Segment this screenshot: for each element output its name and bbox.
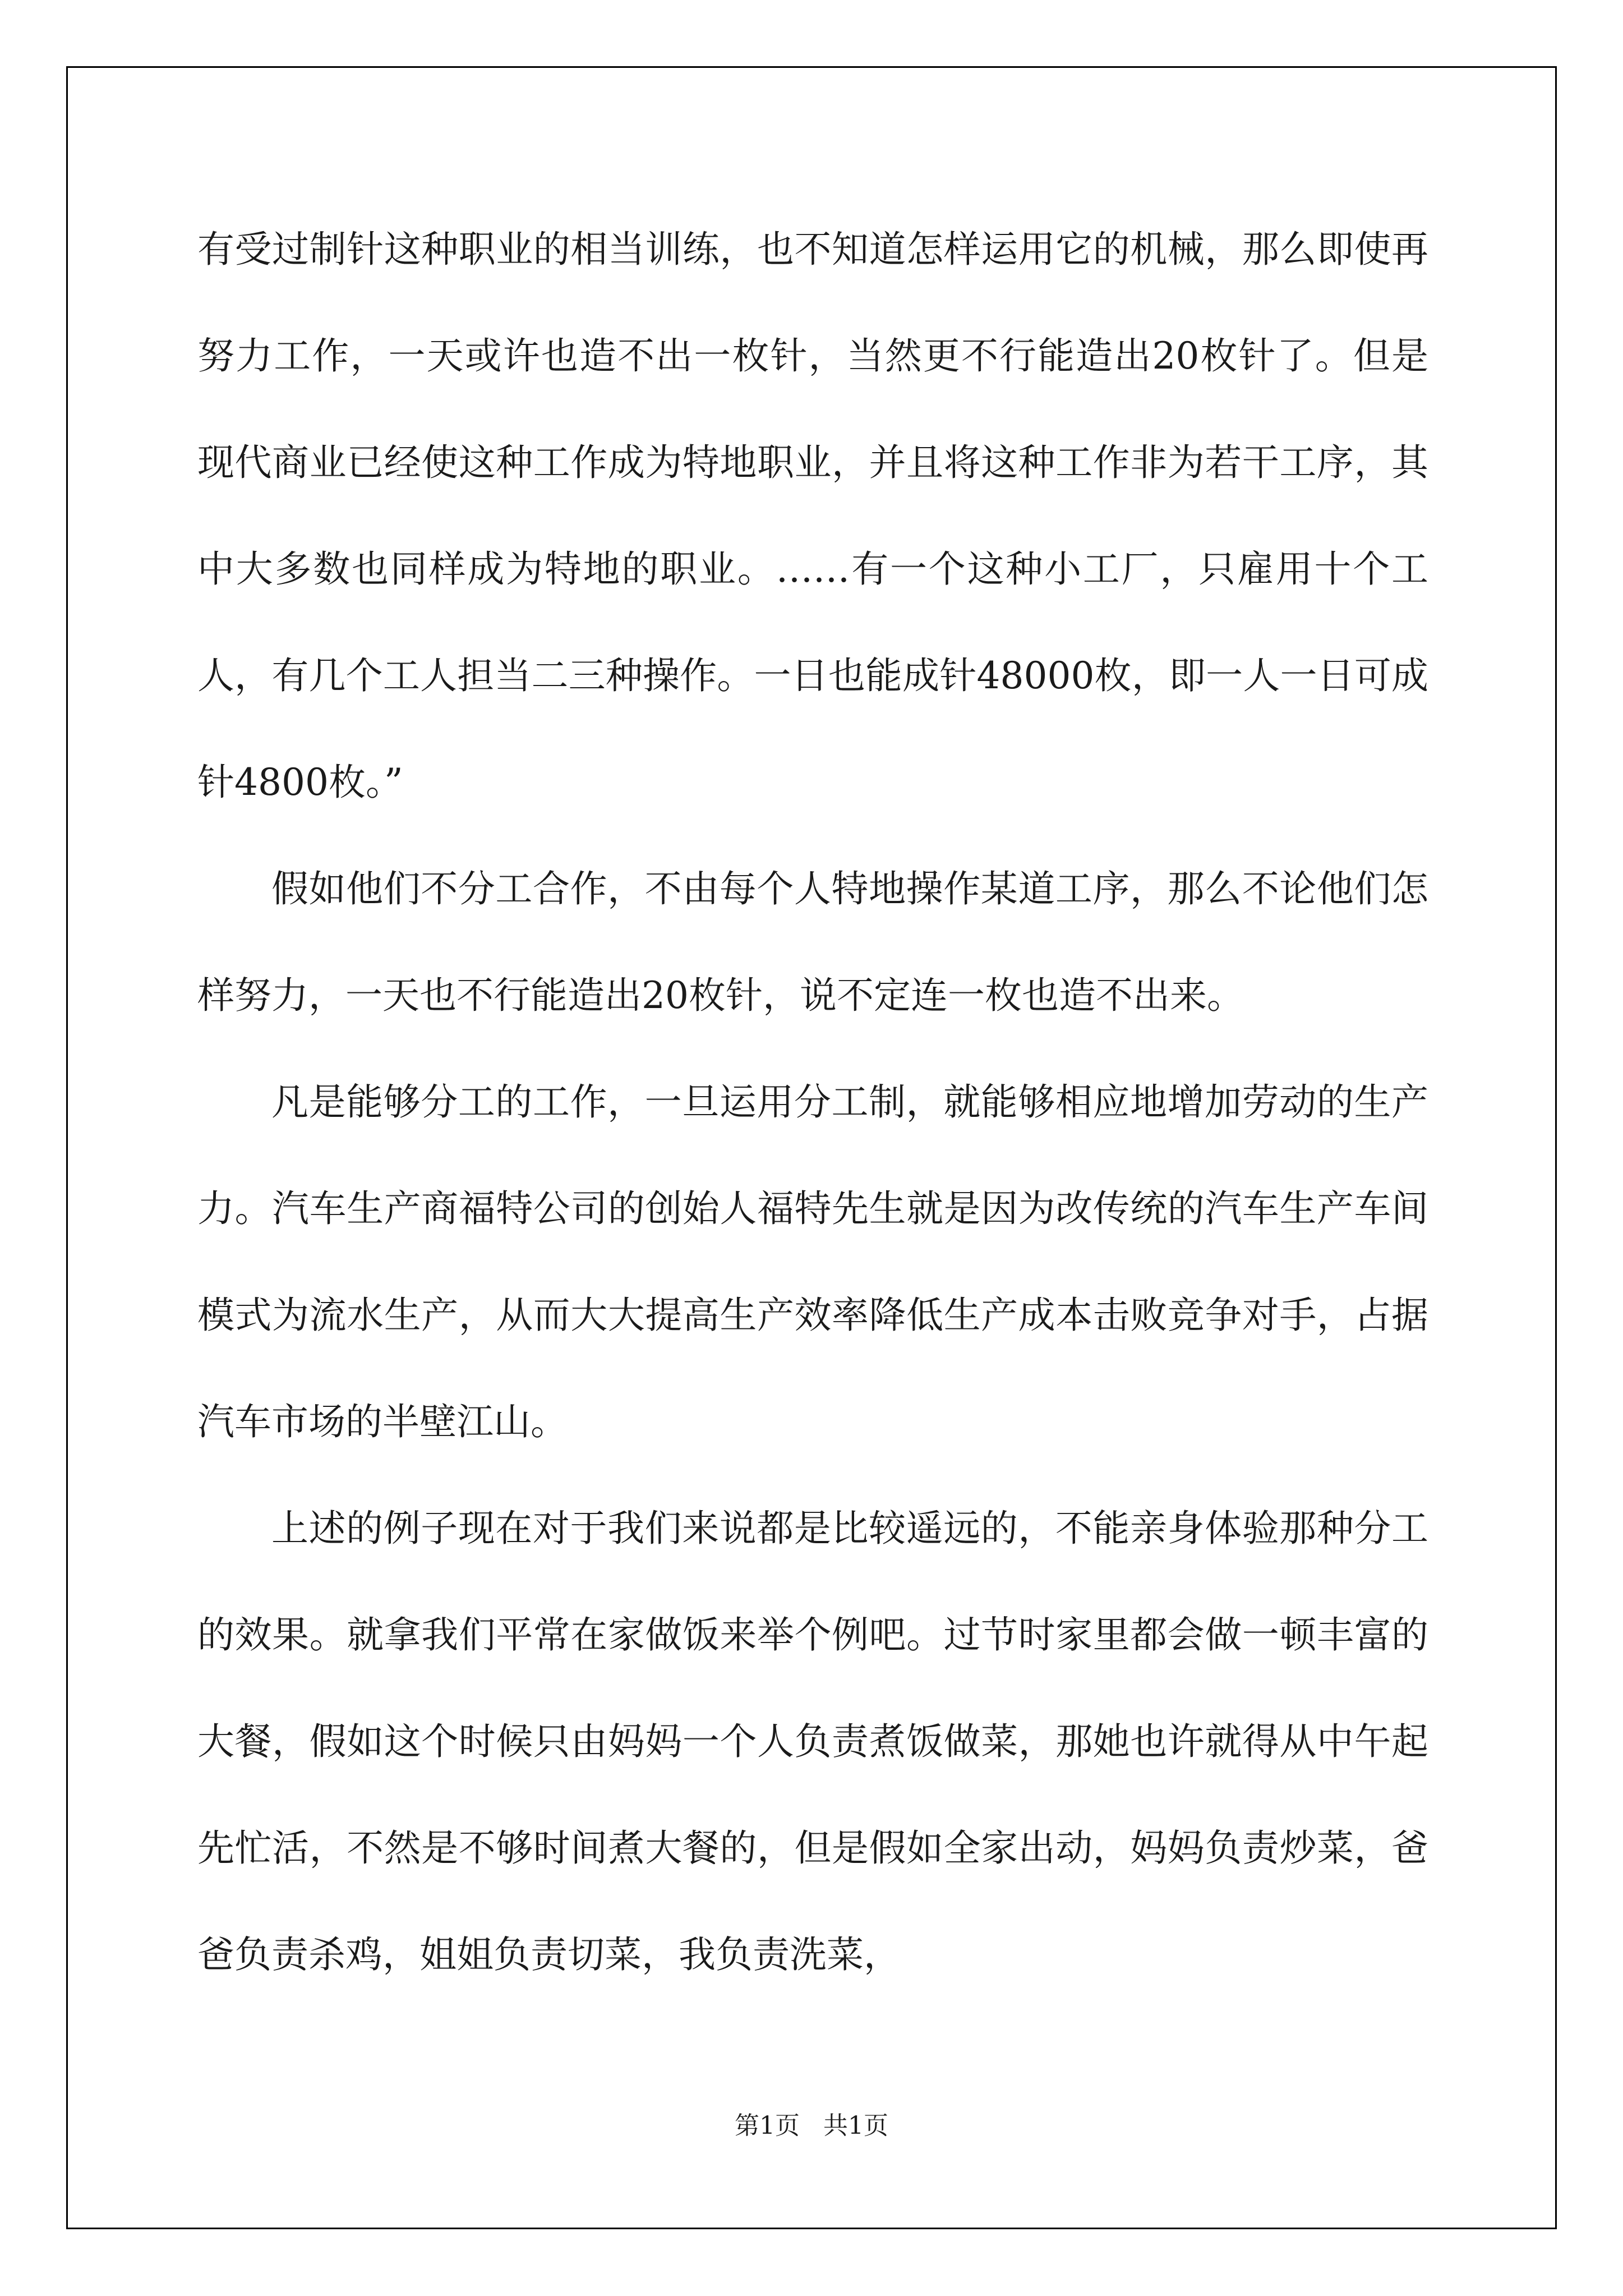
paragraph-3: 凡是能够分工的工作，一旦运用分工制，就能够相应地增加劳动的生产力。汽车生产商福特公司的创始人福特先生就是因为改传统的汽车生产车间模式为流水生产，从而大大提高生产效率降低生产成本击败竞争对手，占据汽车市场的半壁江山。 [197,1080,1428,1443]
paragraph-2: 假如他们不分工合作，不由每个人特地操作某道工序，那么不论他们怎样努力，一天也不行能造出20枚针，说不定连一枚也造不出来。 [197,867,1428,1017]
paragraph-4: 上述的例子现在对于我们来说都是比较遥远的，不能亲身体验那种分工的效果。就拿我们平常在家做饭来举个例吧。过节时家里都会做一顿丰富的大餐，假如这个时候只由妈妈一个人负责煮饭做菜，那她也许就得从中午起先忙活，不然是不够时间煮大餐的，但是假如全家出动，妈妈负责炒菜，爸爸负责杀鸡，姐姐负责切菜，我负责洗菜， [197,1507,1428,1976]
document-body [197,196,1428,2008]
page-footer: 第1页 共1页 [735,2111,888,2140]
paragraph-1: 有受过制针这种职业的相当训练，也不知道怎样运用它的机械，那么即使再努力工作，一天或许也造不出一枚针，当然更不行能造出20枚针了。但是现代商业已经使这种工作成为特地职业，并且将这种工作非为若干工序，其中大多数也同样成为特地的职业。……有一个这种小工厂，只雇用十个工人，有几个工人担当二三种操作。一日也能成针48000枚，即一人一日可成针4800枚。” [197,228,1428,804]
